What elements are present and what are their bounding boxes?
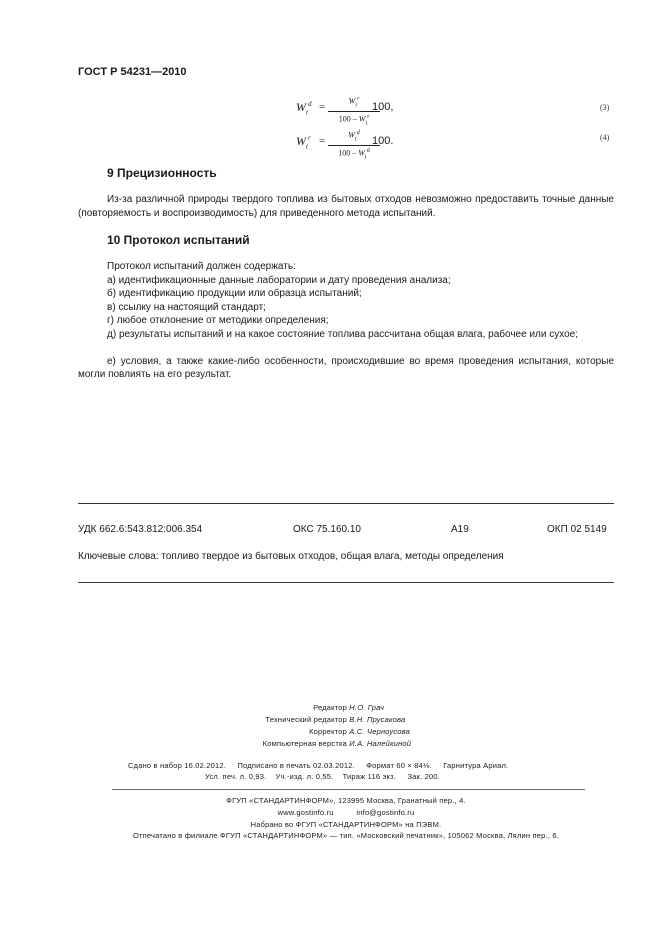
credit-name: Н.О. Грач	[349, 703, 385, 712]
credit-role: Редактор	[313, 703, 347, 712]
formula-4-lhs: $W_t^r$	[296, 134, 311, 151]
okp-code: ОКП 02 5149	[547, 524, 607, 535]
formula-4	[296, 128, 616, 161]
formula-3-lhs: $W_t^d$	[296, 100, 312, 117]
formula-3-number: (3)	[600, 103, 610, 112]
publisher-typeset: Набрано во ФГУП «СТАНДАРТИНФОРМ» на ПЭВМ.	[250, 820, 442, 829]
formula-3-equals: =	[319, 101, 326, 113]
formula-3	[296, 94, 616, 127]
section-9-text: Из-за различной природы твердого топлива из бытовых отходов невозможно предоставить точные данные (повторяемость и воспроизводимость) для приведенного метода испытаний.	[78, 194, 614, 219]
formula-4-equals: =	[319, 135, 326, 147]
formula-4-number: (4)	[600, 133, 610, 142]
formula-3-fraction: $W_i^r$ $100 - W_i^r$	[326, 94, 382, 129]
credit-role: Корректор	[309, 727, 347, 736]
list-item: г) любое отклонение от методики определения;	[107, 315, 329, 326]
list-item: д) результаты испытаний и на какое состояние топлива рассчитана общая влага, рабочее или сухое;	[107, 328, 579, 340]
publisher-address: ФГУП «СТАНДАРТИНФОРМ», 123995 Москва, Гранатный пер., 4.	[226, 796, 466, 805]
credit-name: В.Н. Прусакова	[349, 715, 406, 724]
list-item: в) ссылку на настоящий стандарт;	[107, 301, 266, 313]
keywords: Ключевые слова: топливо твердое из бытовых отходов, общая влага, методы определения	[78, 551, 504, 562]
print-info-line-1: Сдано в набор 16.02.2012. Подписано в печать 02.03.2012. Формат 60 × 84⅛. Гарнитура Ариал.	[128, 761, 509, 770]
credit-name: А.С. Черноусова	[349, 727, 411, 736]
credit-role: Компьютерная верстка	[262, 739, 347, 748]
oks-code: ОКС 75.160.10	[293, 524, 361, 535]
formula-4-tail: 100.	[372, 135, 394, 147]
section-10-intro: Протокол испытаний должен содержать:	[107, 261, 296, 272]
publisher-web: www.gostinfo.ru info@gostinfo.ru	[277, 808, 415, 817]
category-code: А19	[451, 524, 469, 535]
list-item: а) идентификационные данные лаборатории и дату проведения анализа;	[107, 274, 451, 286]
udk-code: УДК 662.6:543.812:006.354	[78, 524, 203, 535]
credit-role: Технический редактор	[265, 715, 347, 724]
bottom-divider	[78, 582, 614, 583]
imprint-divider	[112, 789, 585, 790]
formula-3-tail: 100,	[372, 101, 394, 113]
section-10-title: 10 Протокол испытаний	[107, 233, 250, 247]
list-item: е) условия, а также какие-либо особенности, происходившие во время проведения испытания, которые могли повлиять на его результат.	[78, 355, 614, 380]
document-header: ГОСТ Р 54231—2010	[78, 66, 187, 78]
publisher-printed: Отпечатано в филиале ФГУП «СТАНДАРТИНФОРМ» — тип. «Московский печатник», 105062 Москва, Лялин пер., 6.	[132, 831, 560, 840]
print-info-line-2: Усл. печ. л. 0,93. Уч.-изд. л. 0,55. Тираж 116 экз. Зак. 200.	[205, 772, 440, 781]
credit-name: И.А. Налейкиной	[349, 739, 412, 748]
section-9-title: 9 Прецизионность	[107, 166, 217, 180]
formula-4-fraction: $W_t^d$ $100 - W_i^d$	[326, 128, 382, 163]
list-item: б) идентификацию продукции или образца испытаний;	[107, 288, 362, 299]
top-divider	[78, 503, 614, 504]
credits	[230, 702, 490, 750]
